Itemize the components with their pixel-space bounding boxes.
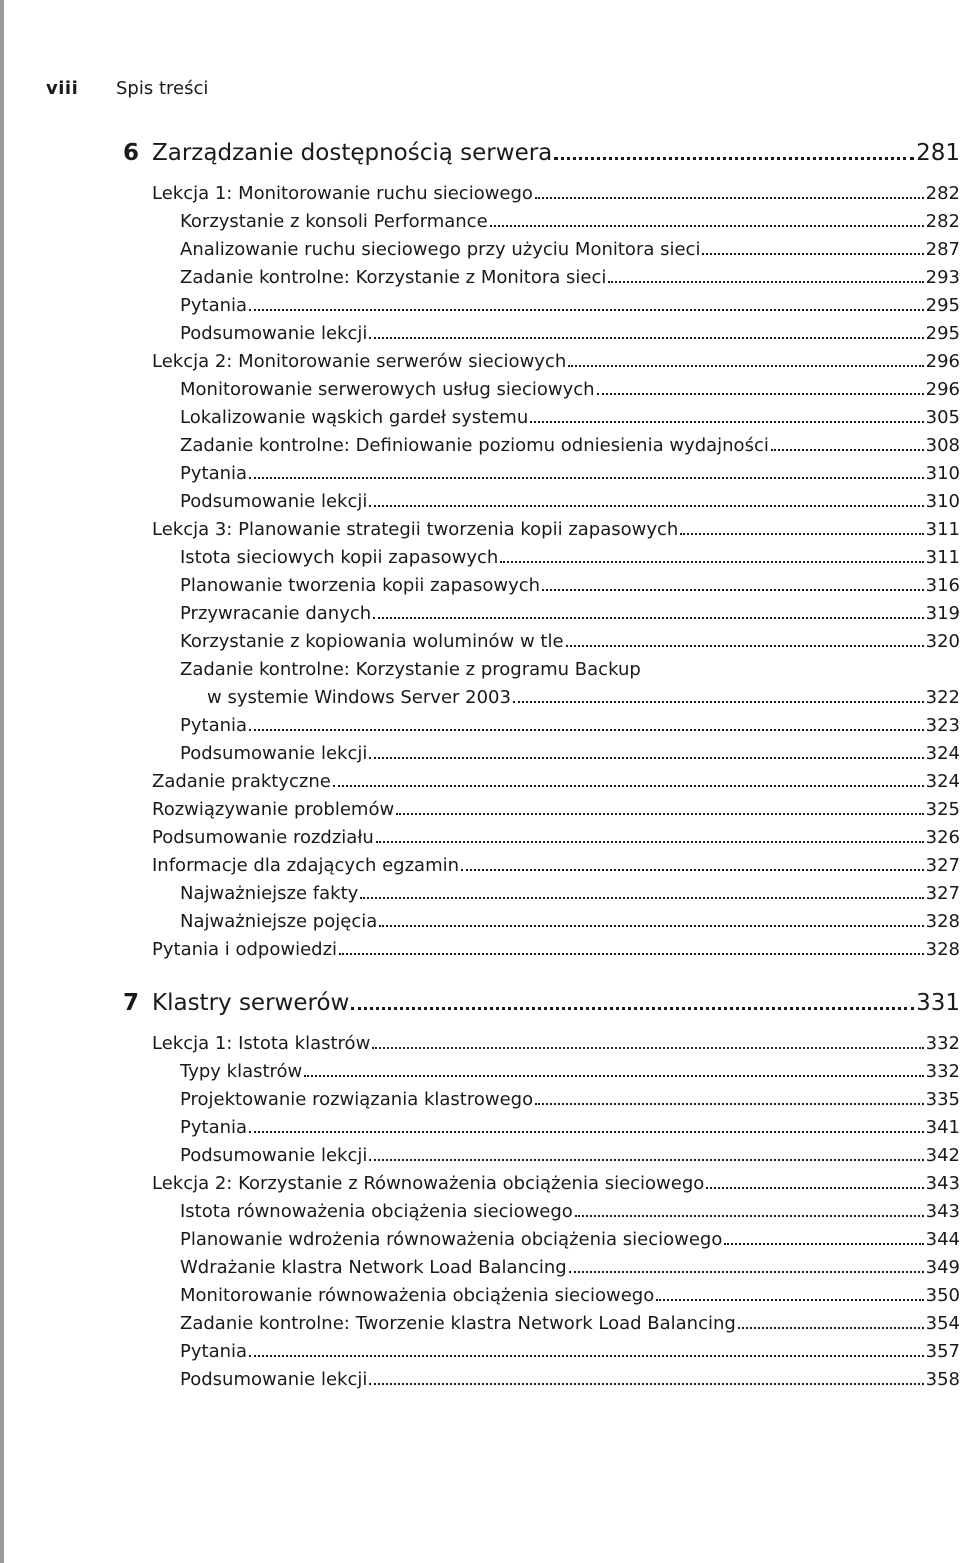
toc-entry-text: Pytania <box>180 715 248 736</box>
toc-entry-multiline-first[interactable] <box>0 656 960 684</box>
toc-entry-lesson[interactable] <box>0 348 960 376</box>
running-title: Spis treści <box>116 77 209 99</box>
toc-entry-page: 293 <box>925 267 960 288</box>
toc-entry-text: Korzystanie z kopiowania woluminów w tle <box>180 631 564 652</box>
toc-entry-text: Lekcja 2: Monitorowanie serwerów sieciowych <box>152 351 567 372</box>
toc-entry-text: Pytania <box>180 295 248 316</box>
dot-leader <box>249 477 924 479</box>
toc-entry-text: Typy klastrów <box>180 1061 303 1082</box>
toc-entry[interactable] <box>0 1086 960 1114</box>
dot-leader <box>530 421 923 423</box>
toc-entry-text: Zadanie praktyczne <box>152 771 331 792</box>
toc-entry[interactable] <box>0 460 960 488</box>
dot-leader <box>351 1007 914 1010</box>
toc-entry-text: Podsumowanie lekcji <box>180 1369 368 1390</box>
toc-entry-text: Korzystanie z konsoli Performance <box>180 211 488 232</box>
toc-entry-page: 354 <box>925 1313 960 1334</box>
dot-leader <box>339 953 924 955</box>
toc-entry-text: Lokalizowanie wąskich gardeł systemu <box>180 407 529 428</box>
toc-entry-page: 327 <box>925 855 960 876</box>
dot-leader <box>680 533 923 535</box>
dot-leader <box>369 505 923 507</box>
toc-entry-page: 349 <box>925 1257 960 1278</box>
toc-entry-text: Istota równoważenia obciążenia sieciowego <box>180 1201 573 1222</box>
toc-entry[interactable] <box>0 208 960 236</box>
toc-entry-text: Planowanie wdrożenia równoważenia obciążenia sieciowego <box>180 1229 723 1250</box>
toc-entry-page: 295 <box>925 323 960 344</box>
toc-entry-page: 319 <box>925 603 960 624</box>
chapter-title: Zarządzanie dostępnością serwera <box>152 140 553 166</box>
toc-entry[interactable] <box>0 376 960 404</box>
dot-leader <box>575 1215 924 1217</box>
dot-leader <box>360 897 923 899</box>
toc-entry-page: 296 <box>925 379 960 400</box>
toc-entry-text: Rozwiązywanie problemów <box>152 799 395 820</box>
toc-entry-text: Pytania i odpowiedzi <box>152 939 338 960</box>
toc-entry-page: 287 <box>925 239 960 260</box>
dot-leader <box>771 449 924 451</box>
dot-leader <box>542 589 924 591</box>
toc-entry-page: 323 <box>925 715 960 736</box>
toc-entry-lesson[interactable] <box>0 1170 960 1198</box>
toc-entry[interactable] <box>0 740 960 768</box>
dot-leader <box>535 197 924 199</box>
toc-entry-page: 328 <box>925 939 960 960</box>
toc-entry[interactable] <box>0 1366 960 1394</box>
toc-entry-text: Planowanie tworzenia kopii zapasowych <box>180 575 541 596</box>
toc-entry-page: 295 <box>925 295 960 316</box>
dot-leader <box>249 1355 924 1357</box>
toc-entry-text: Zadanie kontrolne: Definiowanie poziomu odniesienia wydajności <box>180 435 769 456</box>
dot-leader <box>369 1383 923 1385</box>
toc-entry-lesson[interactable] <box>0 1030 960 1058</box>
toc-entry[interactable] <box>0 572 960 600</box>
toc-entry[interactable] <box>0 292 960 320</box>
toc-entry-page: 316 <box>925 575 960 596</box>
chapter-page: 281 <box>916 140 960 166</box>
toc-entry[interactable] <box>0 320 960 348</box>
toc-entry-text: Podsumowanie rozdziału <box>152 827 374 848</box>
toc-entry[interactable] <box>0 880 960 908</box>
dot-leader <box>369 757 923 759</box>
toc-entry-page: 357 <box>925 1341 960 1362</box>
dot-leader <box>706 1187 923 1189</box>
dot-leader <box>372 1047 923 1049</box>
dot-leader <box>566 645 924 647</box>
toc-entry[interactable] <box>0 236 960 264</box>
toc-entry-text: Pytania <box>180 463 248 484</box>
toc-entry[interactable] <box>0 1114 960 1142</box>
toc-entry-text: Zadanie kontrolne: Korzystanie z Monitora sieci <box>180 267 607 288</box>
dot-leader <box>333 785 924 787</box>
dot-leader <box>369 1159 923 1161</box>
dot-leader <box>396 813 923 815</box>
toc-entry[interactable] <box>0 432 960 460</box>
dot-leader <box>373 617 923 619</box>
dot-leader <box>608 281 923 283</box>
dot-leader <box>513 701 924 703</box>
toc-entry-page: 332 <box>925 1033 960 1054</box>
toc-entry-page: 305 <box>925 407 960 428</box>
dot-leader <box>702 253 923 255</box>
dot-leader <box>500 561 923 563</box>
toc-entry-text: Monitorowanie serwerowych usług sieciowych <box>180 379 595 400</box>
toc-entry-text: Wdrażanie klastra Network Load Balancing <box>180 1257 567 1278</box>
dot-leader <box>249 309 924 311</box>
toc-entry-page: 350 <box>925 1285 960 1306</box>
chapter-number: 7 <box>123 990 140 1016</box>
toc-entry[interactable] <box>0 488 960 516</box>
toc-entry-multiline-cont[interactable] <box>0 684 960 712</box>
toc-entry-text: Podsumowanie lekcji <box>180 743 368 764</box>
toc-entry-page: 324 <box>925 771 960 792</box>
chapter-title: Klastry serwerów <box>152 990 350 1016</box>
toc-entry[interactable] <box>0 1226 960 1254</box>
toc-entry-text: Zadanie kontrolne: Korzystanie z programu Backup <box>180 659 641 680</box>
toc-entry-page: 327 <box>925 883 960 904</box>
toc-entry-page: 343 <box>925 1201 960 1222</box>
toc-entry-page: 344 <box>925 1229 960 1250</box>
toc-entry-lesson[interactable] <box>0 516 960 544</box>
toc-entry-text: Pytania <box>180 1341 248 1362</box>
toc-entry-page: 335 <box>925 1089 960 1110</box>
toc-entry-page: 296 <box>925 351 960 372</box>
toc-entry-text: Podsumowanie lekcji <box>180 323 368 344</box>
toc-entry[interactable] <box>0 908 960 936</box>
toc-entry[interactable] <box>0 1198 960 1226</box>
dot-leader <box>304 1075 923 1077</box>
toc-entry[interactable] <box>0 1058 960 1086</box>
dot-leader <box>568 365 923 367</box>
toc-entry[interactable] <box>0 1310 960 1338</box>
toc-entry[interactable] <box>0 628 960 656</box>
dot-leader <box>461 869 924 871</box>
toc-entry-text: Analizowanie ruchu sieciowego przy użyciu Monitora sieci <box>180 239 701 260</box>
chapter-entries <box>0 180 960 964</box>
toc-entry[interactable] <box>0 1254 960 1282</box>
toc-entry-text: Lekcja 1: Istota klastrów <box>152 1033 371 1054</box>
toc-entry-text: Zadanie kontrolne: Tworzenie klastra Network Load Balancing <box>180 1313 736 1334</box>
toc-entry-page: 310 <box>925 463 960 484</box>
dot-leader <box>535 1103 924 1105</box>
dot-leader <box>597 393 924 395</box>
dot-leader <box>249 1131 924 1133</box>
running-header <box>46 76 208 100</box>
dot-leader <box>490 225 924 227</box>
table-of-contents <box>0 136 960 1394</box>
toc-entry-page: 326 <box>925 827 960 848</box>
chapter-7 <box>0 986 960 1394</box>
toc-entry-page: 310 <box>925 491 960 512</box>
toc-entry-section[interactable] <box>0 852 960 880</box>
dot-leader <box>369 337 923 339</box>
chapter-number: 6 <box>123 140 140 166</box>
chapter-page: 331 <box>916 990 960 1016</box>
toc-entry-page: 282 <box>925 211 960 232</box>
dot-leader <box>554 157 914 160</box>
toc-entry-section[interactable] <box>0 768 960 796</box>
toc-entry-page: 320 <box>925 631 960 652</box>
dot-leader <box>569 1271 924 1273</box>
toc-entry-page: 358 <box>925 1369 960 1390</box>
toc-entry-page: 342 <box>925 1145 960 1166</box>
toc-entry[interactable] <box>0 264 960 292</box>
toc-entry-text: Najważniejsze fakty <box>180 883 359 904</box>
toc-entry-page: 325 <box>925 799 960 820</box>
toc-entry-section[interactable] <box>0 796 960 824</box>
dot-leader <box>379 925 923 927</box>
toc-entry-text: Podsumowanie lekcji <box>180 1145 368 1166</box>
toc-entry-section[interactable] <box>0 936 960 964</box>
toc-entry-text: Istota sieciowych kopii zapasowych <box>180 547 499 568</box>
toc-entry[interactable] <box>0 712 960 740</box>
dot-leader <box>249 729 924 731</box>
toc-entry-page: 332 <box>925 1061 960 1082</box>
chapter-entries <box>0 1030 960 1394</box>
toc-entry-text: Lekcja 3: Planowanie strategii tworzenia kopii zapasowych <box>152 519 679 540</box>
toc-entry-page: 311 <box>925 519 960 540</box>
toc-entry[interactable] <box>0 600 960 628</box>
toc-entry[interactable] <box>0 544 960 572</box>
toc-entry-page: 322 <box>925 687 960 708</box>
toc-entry-page: 324 <box>925 743 960 764</box>
toc-entry[interactable] <box>0 1282 960 1310</box>
chapter-heading[interactable] <box>0 136 960 170</box>
chapter-heading[interactable] <box>0 986 960 1020</box>
toc-entry[interactable] <box>0 404 960 432</box>
toc-entry-text: Projektowanie rozwiązania klastrowego <box>180 1089 534 1110</box>
toc-entry-text: Podsumowanie lekcji <box>180 491 368 512</box>
toc-entry-text: Przywracanie danych <box>180 603 372 624</box>
toc-entry-text: Lekcja 2: Korzystanie z Równoważenia obciążenia sieciowego <box>152 1173 705 1194</box>
toc-entry-page: 341 <box>925 1117 960 1138</box>
toc-entry-text: Pytania <box>180 1117 248 1138</box>
toc-entry-page: 328 <box>925 911 960 932</box>
toc-entry-lesson[interactable] <box>0 180 960 208</box>
toc-entry[interactable] <box>0 1338 960 1366</box>
toc-entry-page: 343 <box>925 1173 960 1194</box>
dot-leader <box>724 1243 923 1245</box>
toc-entry-page: 311 <box>925 547 960 568</box>
toc-entry-page: 282 <box>925 183 960 204</box>
toc-entry-page: 308 <box>925 435 960 456</box>
dot-leader <box>738 1327 924 1329</box>
toc-entry-text: w systemie Windows Server 2003 <box>207 687 511 708</box>
toc-entry-text: Monitorowanie równoważenia obciążenia sieciowego <box>180 1285 655 1306</box>
page-number: viii <box>46 77 79 99</box>
toc-entry-text: Informacje dla zdających egzamin <box>152 855 460 876</box>
toc-entry[interactable] <box>0 1142 960 1170</box>
toc-entry-text: Lekcja 1: Monitorowanie ruchu sieciowego <box>152 183 533 204</box>
chapter-6 <box>0 136 960 964</box>
toc-entry-text: Najważniejsze pojęcia <box>180 911 378 932</box>
dot-leader <box>656 1299 923 1301</box>
dot-leader <box>376 841 924 843</box>
toc-entry-section[interactable] <box>0 824 960 852</box>
